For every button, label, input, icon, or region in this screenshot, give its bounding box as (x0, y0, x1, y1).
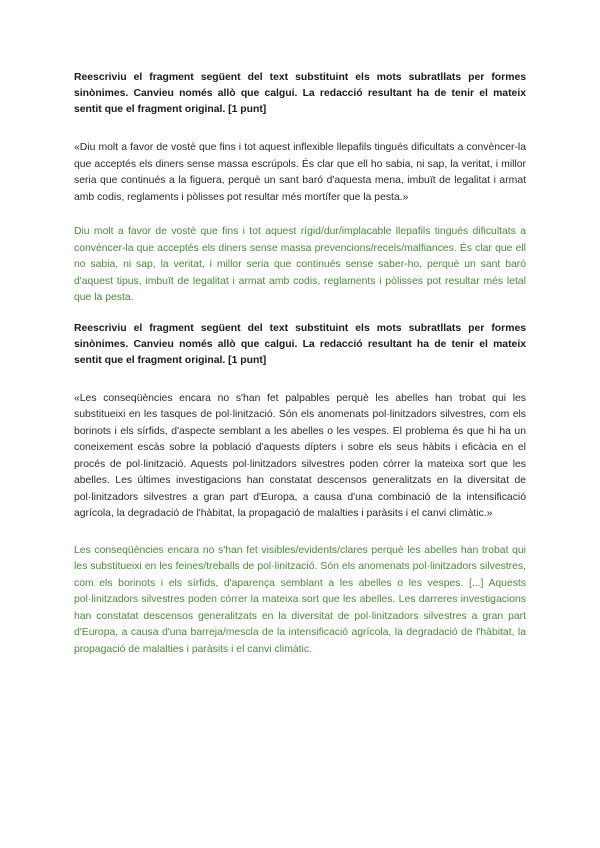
exercise-1-instruction: Reescriviu el fragment següent del text substituint els mots subratllats per formes sinònimes. Canvieu només allò que calgui. La redacció resultant ha de tenir el mateix sentit que el fragment original. [1 punt] (74, 72, 526, 115)
exercise-1-answer: Diu molt a favor de vostè que fins i tot aquest rígid/dur/implacable llepafils tingués dificultats a convèncer-la que acceptés els diners sense massa prevencions/recels/malfiances. És clar que ell no sabia, ni sap, la veritat, i millor seria que continués sense saber-ho, perquè un sant baró d'aquest tipus, imbuït de legalitat i armat amb codis, reglaments i pòlisses pot resultar més letal que la pesta. (74, 226, 526, 303)
exercise-1 (74, 70, 526, 307)
document-page (74, 70, 526, 674)
exercise-2-instruction: Reescriviu el fragment següent del text substituint els mots subratllats per formes sinònimes. Canvieu només allò que calgui. La redacció resultant ha de tenir el mateix sentit que el fragment original. [1 punt] (74, 322, 526, 366)
exercise-1-original-fragment: «Diu molt a favor de vostè que fins i tot aquest inflexible llepafils tingués dificultats a convèncer-la que acceptés els diners sense massa escrúpols. És clar que ell ho sabia, ni sap, la veritat, i millor seria que continués a la figuera, perquè un sant baró d'aquesta mena, imbuït de legalitat i armat amb codis, reglaments i pòlisses pot resultar més mortífer que la pesta.» (74, 142, 526, 203)
exercise-2 (74, 321, 526, 659)
exercise-2-answer: Les conseqüències encara no s'han fet visibles/evidents/clares perquè les abelles han trobat qui les substitueixi en les feines/treballs de pol·linització. Són els anomenats pol·linitzadors silvestres, com els borinots i els sírfids, d'aparença semblant a les abelles o les vespes. [...] Aquests pol·linitzadors silvestres poden córrer la mateixa sort que les abelles. Les darreres investigacions han constatat descensos generalitzats en la diversitat de pol·linitzadors silvestres a gran part d'Europa, a causa d'una barreja/mescla de la intensificació agrícola, la degradació de l'hàbitat, la propagació de malalties i paràsits i el canvi climàtic. (74, 544, 526, 655)
exercise-2-original-fragment: «Les conseqüències encara no s'han fet palpables perquè les abelles han trobat qui les substitueixi en les tasques de pol·linització. Són els anomenats pol·linitzadors silvestres, com els borinots i els sírfids, d'aspecte semblant a les abelles o les vespes. El problema és que hi ha un coneixement escàs sobre la població d'aquests dípters i sobre els seus hàbits i eficàcia en el procés de pol·linització. Aquests pol·linitzadors silvestres poden córrer la mateixa sort que les abelles. Les últimes investigacions han constatat descensos generalitzats en la diversitat de pol·linitzadors silvestres a gran part d'Europa, a causa d'una combinació de la intensificació agrícola, la degradació de l'hàbitat, la propagació de malalties i paràsits i el canvi climàtic.» (74, 392, 526, 519)
